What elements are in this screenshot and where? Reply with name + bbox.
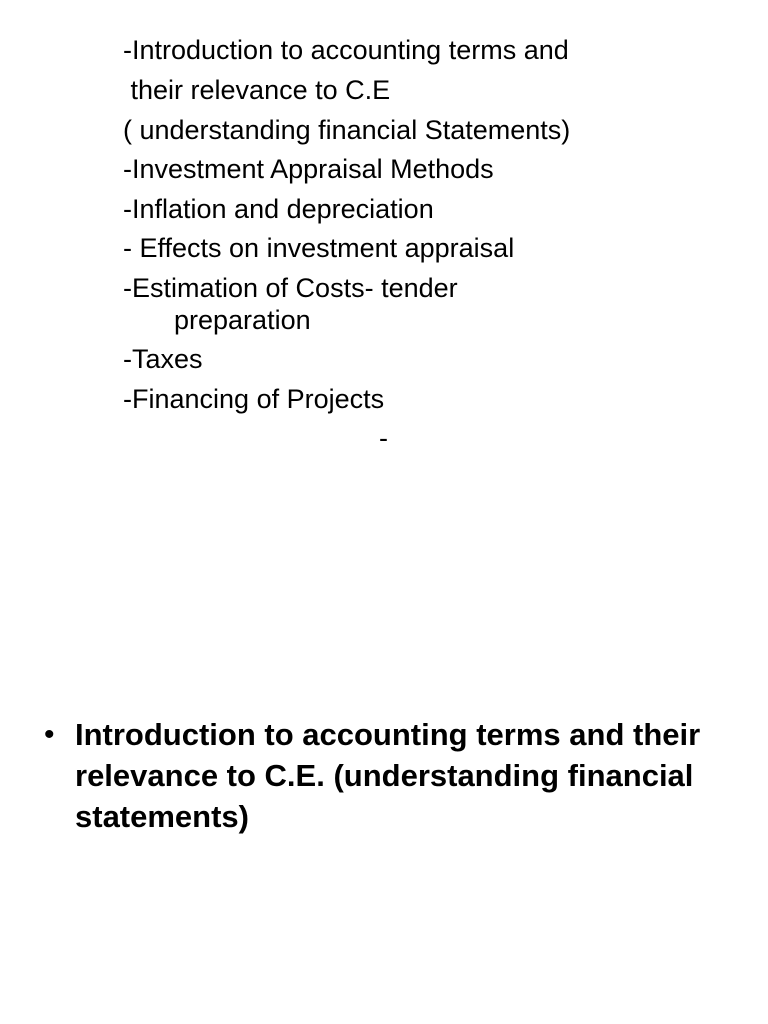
topic-line: - Effects on investment appraisal — [123, 233, 515, 263]
topic-line: -Estimation of Costs- tender — [123, 273, 458, 303]
intro-slide — [0, 700, 768, 900]
bullet-text: Introduction to accounting terms and their relevance to C.E. (understanding financial statements) — [75, 717, 701, 834]
topic-line: -Financing of Projects — [123, 384, 385, 414]
topic-line: -Introduction to accounting terms and — [123, 35, 569, 65]
topic-line-continuation: preparation — [174, 305, 311, 335]
topics-slide — [0, 0, 768, 480]
bullet-item — [44, 714, 744, 837]
topic-line: -Investment Appraisal Methods — [123, 154, 494, 184]
topic-line: ( understanding financial Statements) — [123, 115, 571, 145]
bullet-icon: • — [44, 718, 55, 751]
topic-line: -Taxes — [123, 344, 203, 374]
trailing-dash: - — [379, 423, 388, 453]
topic-line: their relevance to C.E — [123, 75, 391, 105]
topic-line: -Inflation and depreciation — [123, 194, 434, 224]
